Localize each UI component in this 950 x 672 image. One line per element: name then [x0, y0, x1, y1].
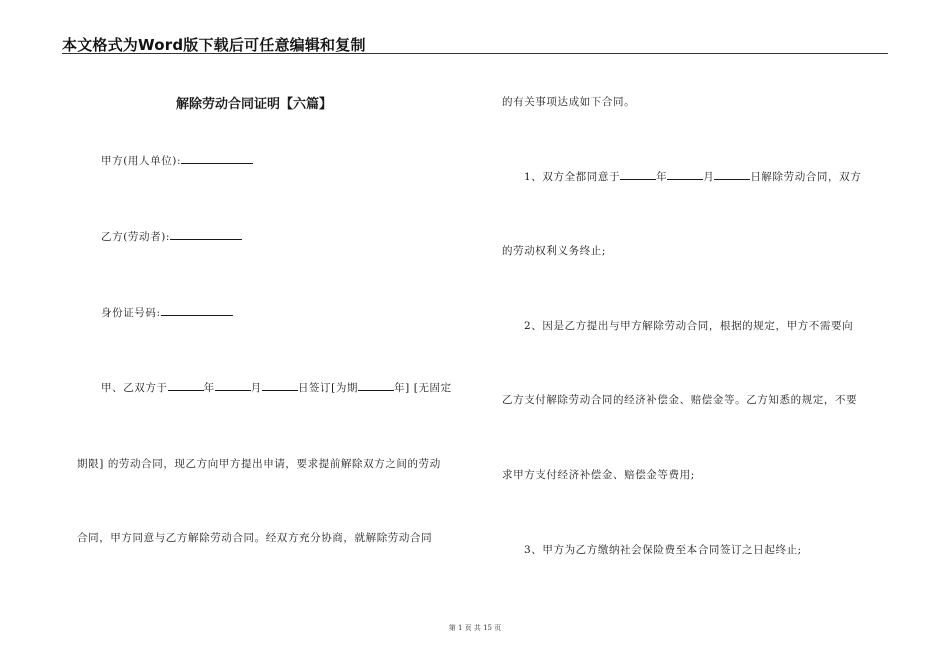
year-blank — [168, 380, 204, 391]
download-banner: 本文格式为Word版下载后可任意编辑和复制 — [62, 36, 366, 54]
item-2-line-1: 2、因是乙方提出与甲方解除劳动合同，根据的规定，甲方不需要向 — [524, 320, 854, 332]
paragraph-line-2: 期限] 的劳动合同，现乙方向甲方提出申请，要求提前解除双方之间的劳动 — [77, 458, 441, 470]
term-blank — [358, 380, 394, 391]
right-line-1: 的有关事项达成如下合同。 — [502, 96, 636, 108]
party-a-label: 甲方(用人单位): — [101, 155, 182, 167]
paragraph-line-1 — [101, 380, 452, 395]
item-3-line: 3、甲方为乙方缴纳社会保险费至本合同签订之日起终止; — [524, 544, 802, 556]
id-number-label: 身份证号码: — [101, 307, 161, 319]
para-text: 月 — [250, 382, 262, 394]
banner-divider — [62, 53, 888, 54]
item-text: 月 — [703, 171, 715, 183]
day-blank — [714, 169, 750, 180]
id-number-blank — [161, 305, 233, 316]
item-2-line-3: 求甲方支付经济补偿金、赔偿金等费用; — [502, 469, 695, 481]
paragraph-line-3: 合同，甲方同意与乙方解除劳动合同。经双方充分协商，就解除劳动合同 — [77, 532, 433, 544]
page-number: 第 1 页 共 15 页 — [448, 624, 502, 632]
party-b-line — [101, 229, 242, 244]
party-a-blank — [181, 153, 253, 164]
item-1-line — [524, 169, 861, 184]
item-text: 1、双方全都同意于 — [524, 171, 621, 183]
para-text: 年] [无固定 — [394, 382, 452, 394]
id-number-line — [101, 305, 233, 320]
party-b-blank — [170, 229, 242, 240]
item-2-line-2: 乙方支付解除劳动合同的经济补偿金、赔偿金等。乙方知悉的规定，不要 — [502, 394, 858, 406]
para-text: 年 — [203, 382, 215, 394]
year-blank — [620, 169, 656, 180]
para-text: 甲、乙双方于 — [101, 382, 168, 394]
month-blank — [667, 169, 703, 180]
document-title: 解除劳动合同证明【六篇】 — [176, 97, 333, 112]
item-text: 日解除劳动合同，双方 — [750, 171, 862, 183]
para-text: 日签订[为期 — [297, 382, 359, 394]
party-a-line — [101, 153, 253, 168]
day-blank — [262, 380, 298, 391]
party-b-label: 乙方(劳动者): — [101, 231, 171, 243]
month-blank — [215, 380, 251, 391]
item-1-continuation: 的劳动权利义务终止; — [502, 245, 607, 257]
item-text: 年 — [656, 171, 668, 183]
